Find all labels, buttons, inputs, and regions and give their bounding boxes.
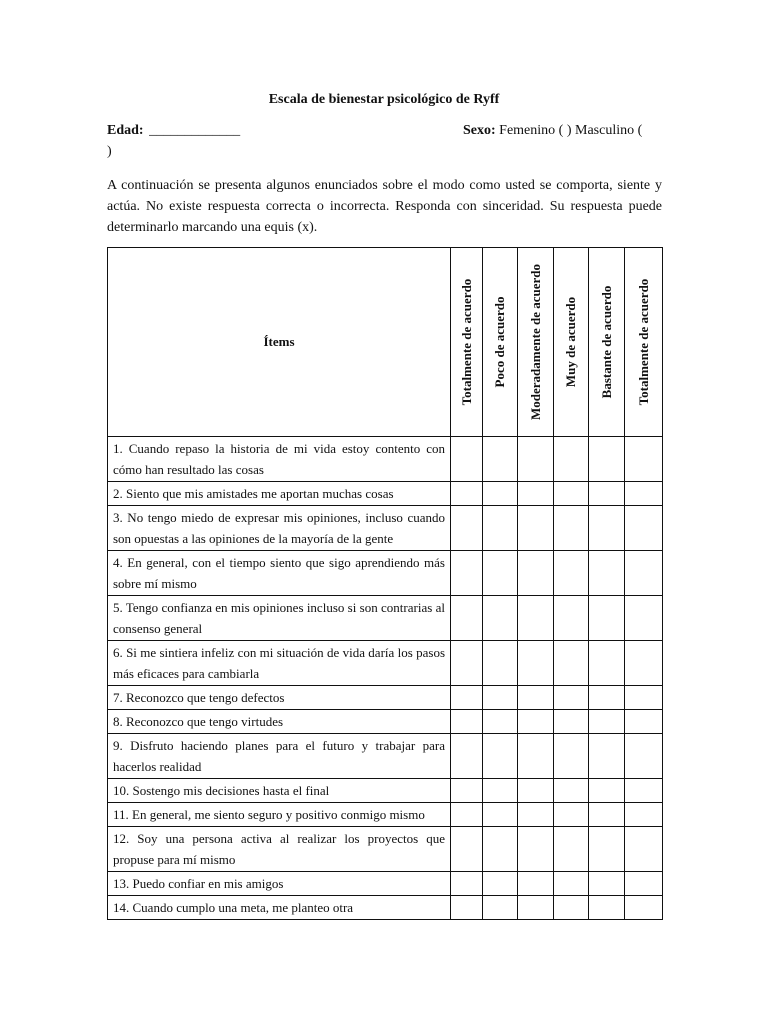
answer-cell[interactable] (451, 710, 483, 734)
table-row (108, 710, 663, 734)
answer-cell[interactable] (554, 506, 589, 551)
answer-cell[interactable] (451, 803, 483, 827)
answer-cell[interactable] (451, 437, 483, 482)
answer-cell[interactable] (554, 734, 589, 779)
answer-cell[interactable] (625, 803, 663, 827)
edad-label: Edad: (107, 123, 144, 138)
answer-cell[interactable] (518, 437, 554, 482)
column-header: Bastante de acuerdo (589, 248, 625, 437)
answer-cell[interactable] (625, 686, 663, 710)
answer-cell[interactable] (554, 596, 589, 641)
sexo-options[interactable]: Femenino ( ) Masculino ( (499, 123, 643, 138)
edad-field[interactable]: _____________ (149, 123, 241, 138)
answer-cell[interactable] (589, 734, 625, 779)
column-header: Poco de acuerdo (483, 248, 518, 437)
answer-cell[interactable] (518, 551, 554, 596)
table-row (108, 827, 663, 872)
table-row (108, 803, 663, 827)
answer-cell[interactable] (625, 872, 663, 896)
table-row (108, 734, 663, 779)
answer-cell[interactable] (451, 827, 483, 872)
answer-cell[interactable] (483, 506, 518, 551)
answer-cell[interactable] (451, 596, 483, 641)
answer-cell[interactable] (589, 596, 625, 641)
answer-cell[interactable] (625, 710, 663, 734)
answer-cell[interactable] (554, 710, 589, 734)
instructions: A continuación se presenta algunos enunciados sobre el modo como usted se comporta, siente y actúa. No existe respuesta correcta o incorrecta. Responda con sinceridad. Su respuesta puede determinarlo marcando una equis (x). (107, 178, 662, 235)
answer-cell[interactable] (518, 734, 554, 779)
answer-cell[interactable] (589, 827, 625, 872)
item-text: 10. Sostengo mis decisiones hasta el final (108, 779, 451, 803)
item-text: 8. Reconozco que tengo virtudes (108, 710, 451, 734)
item-text: 4. En general, con el tiempo siento que sigo aprendiendo más sobre mí mismo (108, 551, 451, 596)
answer-cell[interactable] (554, 551, 589, 596)
answer-cell[interactable] (518, 896, 554, 920)
items-header: Ítems (108, 248, 451, 437)
answer-cell[interactable] (518, 803, 554, 827)
sexo-label: Sexo: (463, 123, 496, 138)
answer-cell[interactable] (483, 641, 518, 686)
answer-cell[interactable] (554, 686, 589, 710)
answer-cell[interactable] (483, 710, 518, 734)
answer-cell[interactable] (483, 551, 518, 596)
answer-cell[interactable] (625, 437, 663, 482)
sexo-close: ) (107, 144, 112, 159)
sexo-field (463, 123, 642, 139)
answer-cell[interactable] (451, 686, 483, 710)
answer-cell[interactable] (625, 596, 663, 641)
answer-cell[interactable] (483, 686, 518, 710)
answer-cell[interactable] (589, 506, 625, 551)
column-header: Totalmente de acuerdo (451, 248, 483, 437)
table-header-row (108, 248, 663, 437)
table-row (108, 551, 663, 596)
answer-cell[interactable] (483, 896, 518, 920)
answer-cell[interactable] (625, 482, 663, 506)
item-text: 12. Soy una persona activa al realizar los proyectos que propuse para mí mismo (108, 827, 451, 872)
answer-cell[interactable] (625, 779, 663, 803)
table-row (108, 437, 663, 482)
answer-cell[interactable] (483, 803, 518, 827)
item-text: 13. Puedo confiar en mis amigos (108, 872, 451, 896)
table-row (108, 872, 663, 896)
column-header: Muy de acuerdo (554, 248, 589, 437)
answer-cell[interactable] (554, 872, 589, 896)
answer-cell[interactable] (451, 641, 483, 686)
item-text: 1. Cuando repaso la historia de mi vida estoy contento con cómo han resultado las cosas (108, 437, 451, 482)
answer-cell[interactable] (518, 596, 554, 641)
answer-cell[interactable] (483, 482, 518, 506)
answer-cell[interactable] (483, 827, 518, 872)
answer-cell[interactable] (451, 551, 483, 596)
item-text: 3. No tengo miedo de expresar mis opiniones, incluso cuando son opuestas a las opiniones de la mayoría de la gente (108, 506, 451, 551)
answer-cell[interactable] (589, 872, 625, 896)
answer-cell[interactable] (554, 827, 589, 872)
table-row (108, 779, 663, 803)
answer-cell[interactable] (554, 482, 589, 506)
answer-cell[interactable] (589, 641, 625, 686)
answer-cell[interactable] (625, 896, 663, 920)
answer-cell[interactable] (589, 686, 625, 710)
answer-cell[interactable] (518, 506, 554, 551)
answer-cell[interactable] (518, 710, 554, 734)
questionnaire-table (107, 247, 663, 920)
answer-cell[interactable] (518, 872, 554, 896)
table-row (108, 686, 663, 710)
answer-cell[interactable] (451, 734, 483, 779)
answer-cell[interactable] (451, 872, 483, 896)
answer-cell[interactable] (483, 596, 518, 641)
answer-cell[interactable] (554, 641, 589, 686)
answer-cell[interactable] (589, 779, 625, 803)
answer-cell[interactable] (483, 437, 518, 482)
answer-cell[interactable] (589, 437, 625, 482)
page-title: Escala de bienestar psicológico de Ryff (268, 92, 500, 107)
answer-cell[interactable] (625, 551, 663, 596)
table-row (108, 506, 663, 551)
answer-cell[interactable] (483, 872, 518, 896)
table-row (108, 596, 663, 641)
item-text: 11. En general, me siento seguro y positivo conmigo mismo (108, 803, 451, 827)
item-text: 9. Disfruto haciendo planes para el futuro y trabajar para hacerlos realidad (108, 734, 451, 779)
answer-cell[interactable] (589, 803, 625, 827)
answer-cell[interactable] (625, 641, 663, 686)
answer-cell[interactable] (518, 641, 554, 686)
item-text: 5. Tengo confianza en mis opiniones incluso si son contrarias al consenso general (108, 596, 451, 641)
column-header: Moderadamente de acuerdo (518, 248, 554, 437)
answer-cell[interactable] (554, 803, 589, 827)
answer-cell[interactable] (554, 896, 589, 920)
answer-cell[interactable] (483, 734, 518, 779)
answer-cell[interactable] (589, 710, 625, 734)
item-text: 6. Si me sintiera infeliz con mi situación de vida daría los pasos más eficaces para cambiarla (108, 641, 451, 686)
answer-cell[interactable] (451, 896, 483, 920)
column-header: Totalmente de acuerdo (625, 248, 663, 437)
answer-cell[interactable] (554, 437, 589, 482)
answer-cell[interactable] (625, 734, 663, 779)
answer-cell[interactable] (589, 551, 625, 596)
answer-cell[interactable] (518, 779, 554, 803)
item-text: 14. Cuando cumplo una meta, me planteo otra (108, 896, 451, 920)
answer-cell[interactable] (451, 482, 483, 506)
answer-cell[interactable] (589, 482, 625, 506)
answer-cell[interactable] (518, 686, 554, 710)
item-text: 7. Reconozco que tengo defectos (108, 686, 451, 710)
answer-cell[interactable] (625, 827, 663, 872)
item-text: 2. Siento que mis amistades me aportan muchas cosas (108, 482, 451, 506)
table-row (108, 482, 663, 506)
answer-cell[interactable] (483, 779, 518, 803)
answer-cell[interactable] (589, 896, 625, 920)
answer-cell[interactable] (518, 482, 554, 506)
answer-cell[interactable] (451, 506, 483, 551)
answer-cell[interactable] (625, 506, 663, 551)
table-row (108, 896, 663, 920)
table-row (108, 641, 663, 686)
answer-cell[interactable] (518, 827, 554, 872)
respondent-info (107, 123, 662, 143)
answer-cell[interactable] (554, 779, 589, 803)
answer-cell[interactable] (451, 779, 483, 803)
